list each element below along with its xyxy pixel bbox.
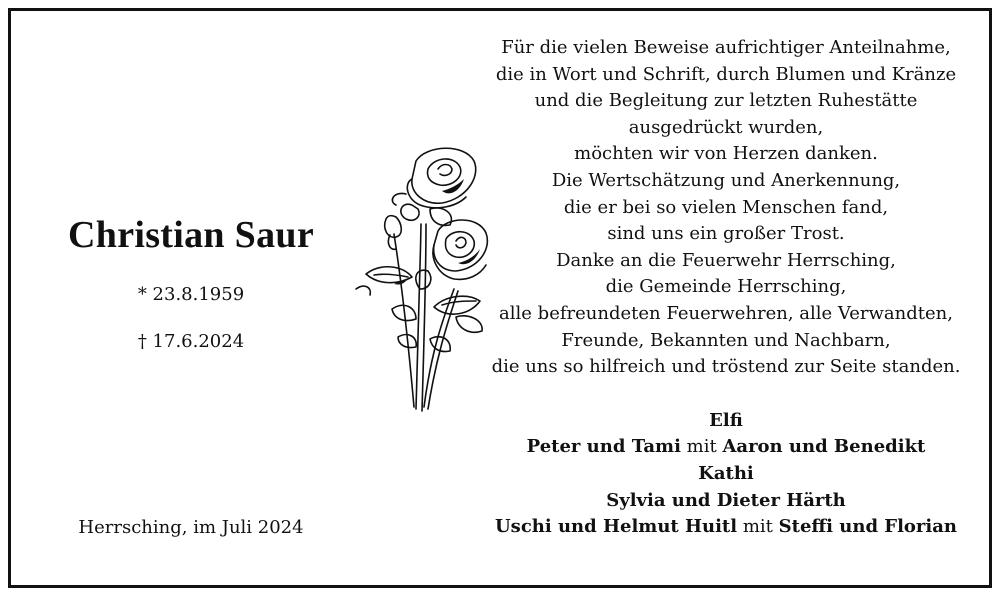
signer-name: Elfi (709, 409, 743, 431)
message-line: die er bei so vielen Menschen fand, (563, 196, 889, 218)
signer-name: Aaron und Benedikt (722, 436, 926, 458)
deceased-panel (11, 11, 371, 585)
signer-name: Sylvia und Dieter Härth (606, 489, 846, 511)
thanks-panel (481, 35, 971, 541)
obituary-card (8, 8, 992, 588)
message-line: Für die vielen Beweise aufrichtiger Anteilnahme, (501, 37, 951, 58)
signer-name: Steffi und Florian (778, 516, 957, 538)
message-line: die uns so hilfreich und tröstend zur Seite standen. (491, 356, 961, 378)
signer-line (481, 514, 971, 541)
signer-line (481, 461, 971, 488)
message-line: Danke an die Feuerwehr Herrsching, (556, 249, 896, 271)
signer-line (481, 408, 971, 435)
thanks-message (481, 35, 971, 381)
birth-date: * 23.8.1959 (137, 284, 245, 305)
deceased-name: Christian Saur (68, 214, 314, 256)
message-line: die in Wort und Schrift, durch Blumen und Kränze (495, 63, 957, 85)
message-line: ausgedrückt wurden, (628, 116, 824, 138)
rose-icon (346, 139, 496, 419)
signer-name: Uschi und Helmut Huitl (494, 516, 738, 538)
message-line: und die Begleitung zur letzten Ruhestätte (534, 90, 918, 112)
signer-connector: mit (686, 436, 717, 458)
signer-connector: mit (742, 516, 773, 538)
message-line: sind uns ein großer Trost. (607, 223, 845, 245)
death-date: † 17.6.2024 (137, 331, 245, 352)
signer-name: Peter und Tami (526, 436, 681, 458)
message-line: Freunde, Bekannten und Nachbarn, (561, 329, 891, 351)
message-line: möchten wir von Herzen danken. (574, 143, 878, 165)
place-and-date: Herrsching, im Juli 2024 (78, 517, 304, 538)
signer-line (481, 488, 971, 515)
signers-list (481, 408, 971, 541)
signer-name: Kathi (698, 462, 754, 484)
signer-line (481, 434, 971, 461)
message-line: alle befreundeten Feuerwehren, alle Verwandten, (499, 302, 953, 324)
message-line: die Gemeinde Herrsching, (605, 276, 847, 298)
message-line: Die Wertschätzung und Anerkennung, (551, 169, 901, 191)
